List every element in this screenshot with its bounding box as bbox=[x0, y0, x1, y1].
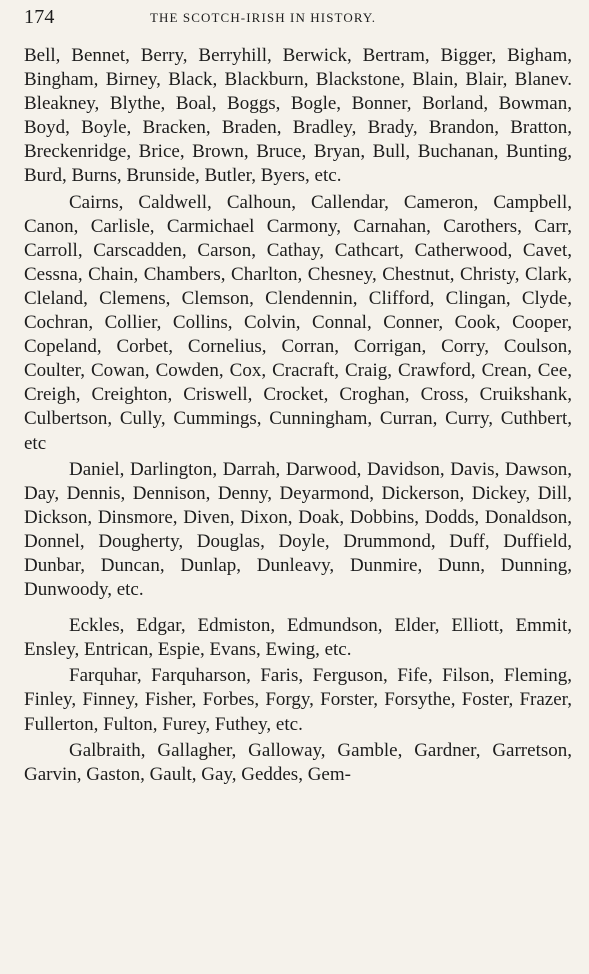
page-header bbox=[24, 4, 565, 30]
paragraph-g-surnames: Galbraith, Gallagher, Galloway, Gamble, Gardner, Garretson, Garvin, Gaston, Gault, Gay, Geddes, Gem- bbox=[24, 739, 572, 785]
paragraph-c-surnames: Cairns, Caldwell, Calhoun, Callendar, Cameron, Campbell, Canon, Carlisle, Carmichael Carmony, Carnahan, Carothers, Carr, Carroll, Carscadden, Carson, Cathay, Cathcart, Catherwood, Cavet, Cessna, Chain, Chambers, Charlton, Chesney, Chestnut, Christy, Clark, Cleland, Clemens, Clemson, Clendennin, Clifford, Clingan, Clyde, Cochran, Collier, Collins, Colvin, Connal, Conner, Cook, Cooper, Copeland, Corbet, Cornelius, Corran, Corrigan, Corry, Coulson, Coulter, Cowan, Cowden, Cox, Cracraft, Craig, Crawford, Crean, Cee, Creigh, Creighton, Criswell, Crocket, Croghan, Cross, Cruikshank, Culbertson, Cully, Cummings, Cunningham, Curran, Curry, Cuthbert, etc bbox=[24, 191, 572, 454]
paragraph-f-surnames: Farquhar, Farquharson, Faris, Ferguson, Fife, Filson, Fleming, Finley, Finney, Fisher, Forbes, Forgy, Forster, Forsythe, Foster, Frazer, Fullerton, Fulton, Furey, Futhey, etc. bbox=[24, 665, 572, 735]
paragraph-d-surnames: Daniel, Darlington, Darrah, Darwood, Davidson, Davis, Dawson, Day, Dennis, Dennison, Denny, Deyarmond, Dickerson, Dickey, Dill, Dickson, Dinsmore, Diven, Dixon, Doak, Dobbins, Dodds, Donaldson, Donnel, Dougherty, Douglas, Doyle, Drummond, Duff, Duffield, Dunbar, Duncan, Dunlap, Dunleavy, Dunmire, Dunn, Dunning, Dunwoody, etc. bbox=[24, 458, 572, 601]
running-head: THE SCOTCH-IRISH IN HISTORY. bbox=[150, 10, 377, 25]
paragraph-e-surnames: Eckles, Edgar, Edmiston, Edmundson, Elder, Elliott, Emmit, Ensley, Entrican, Espie, Evans, Ewing, etc. bbox=[24, 615, 572, 661]
paragraph-b-surnames: Bell, Bennet, Berry, Berryhill, Berwick, Bertram, Bigger, Bigham, Bingham, Birney, Black, Blackburn, Blackstone, Blain, Blair, Blanev. Bleakney, Blythe, Boal, Boggs, Bogle, Bonner, Borland, Bowman, Boyd, Boyle, Bracken, Braden, Bradley, Brady, Brandon, Bratton, Breckenridge, Brice, Brown, Bruce, Bryan, Bull, Buchanan, Bunting, Burd, Burns, Brunside, Butler, Byers, etc. bbox=[24, 45, 572, 187]
surname-list bbox=[24, 44, 572, 789]
page-number: 174 bbox=[24, 6, 55, 28]
